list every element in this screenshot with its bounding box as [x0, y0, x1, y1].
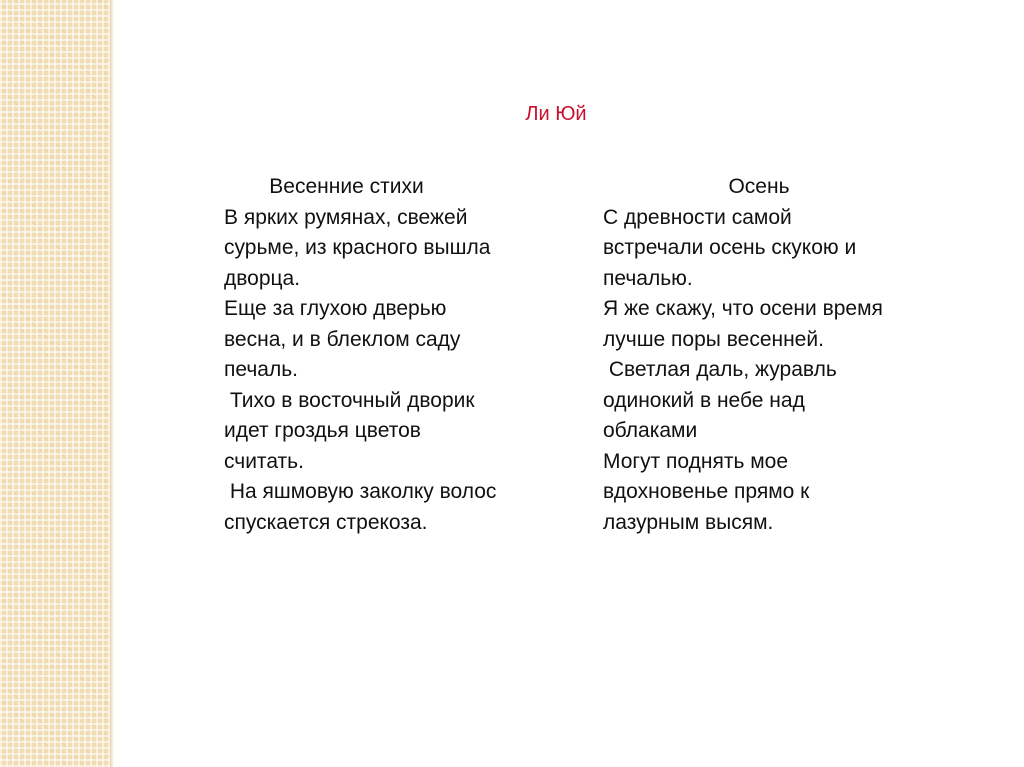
poem-line: дворца. — [224, 266, 301, 290]
poem-lines-autumn — [603, 203, 933, 539]
poem-line: В ярких румянах, свежей — [224, 205, 468, 229]
poem-title-spring: Весенние стихи — [269, 175, 424, 198]
poem-spring — [224, 172, 554, 538]
poem-line: одинокий в небе над — [603, 388, 805, 412]
poem-line: С древности самой — [603, 205, 792, 229]
poem-line: встречали осень скукою и — [603, 236, 857, 259]
poem-line: На яшмовую заколку волос — [224, 480, 497, 503]
poem-line: лучше поры весенней. — [603, 327, 824, 351]
poem-line: вдохновенье прямо к — [603, 480, 810, 503]
poem-title-autumn: Осень — [728, 175, 790, 198]
decorative-side-edge — [110, 0, 114, 767]
poem-line: печалью. — [603, 266, 693, 290]
poem-line: печаль. — [224, 358, 299, 381]
author-name: Ли Юй — [525, 103, 587, 125]
poem-line: Могут поднять мое — [603, 449, 789, 473]
poem-lines-spring — [224, 203, 554, 539]
poem-line: лазурным высям. — [603, 510, 774, 534]
decorative-side-pattern — [0, 0, 110, 767]
poem-line: сурьме, из красного вышла — [224, 236, 491, 259]
poem-line: Я же скажу, что осени время — [603, 297, 883, 320]
poem-line: весна, и в блеклом саду — [224, 327, 461, 351]
poem-line: считать. — [224, 449, 304, 473]
poem-autumn — [603, 172, 933, 538]
poem-line: Светлая даль, журавль — [603, 358, 837, 381]
poem-line: Тихо в восточный дворик — [224, 388, 475, 412]
poem-line: облаками — [603, 419, 698, 442]
poem-line: спускается стрекоза. — [224, 510, 428, 534]
poem-line: Еще за глухою дверью — [224, 297, 447, 320]
poem-line: идет гроздья цветов — [224, 419, 421, 442]
